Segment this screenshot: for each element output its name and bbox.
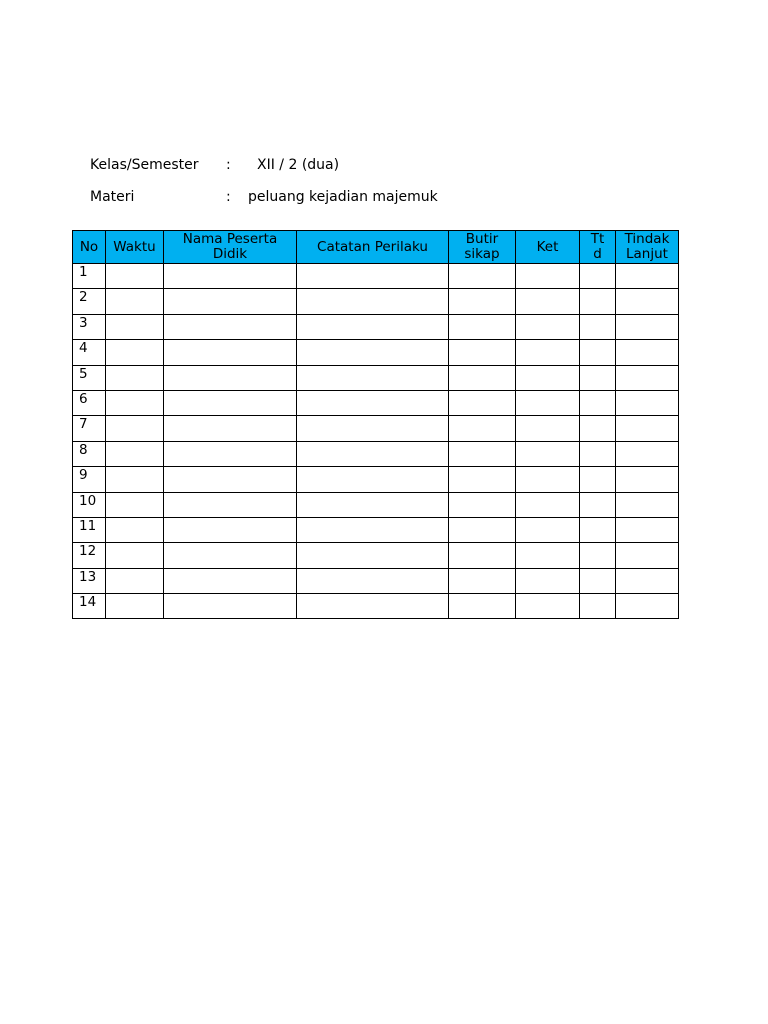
cell-ttd bbox=[580, 314, 616, 339]
materi-label: Materi bbox=[90, 189, 135, 205]
cell-catatan-perilaku bbox=[297, 289, 449, 314]
cell-catatan-perilaku bbox=[297, 467, 449, 492]
cell-ttd bbox=[580, 340, 616, 365]
header-nama-peserta-didik: Nama Peserta Didik bbox=[164, 231, 297, 264]
cell-catatan-perilaku bbox=[297, 543, 449, 568]
cell-ket bbox=[516, 416, 580, 441]
header-waktu: Waktu bbox=[106, 231, 164, 264]
cell-ttd bbox=[580, 264, 616, 289]
cell-waktu bbox=[106, 594, 164, 619]
cell-waktu bbox=[106, 416, 164, 441]
cell-waktu bbox=[106, 517, 164, 542]
cell-tindak-lanjut bbox=[616, 264, 679, 289]
cell-nama-peserta-didik bbox=[164, 416, 297, 441]
cell-catatan-perilaku bbox=[297, 568, 449, 593]
row-number-cell: 11 bbox=[73, 517, 106, 542]
cell-catatan-perilaku bbox=[297, 492, 449, 517]
cell-catatan-perilaku bbox=[297, 314, 449, 339]
cell-nama-peserta-didik bbox=[164, 543, 297, 568]
cell-ket bbox=[516, 568, 580, 593]
cell-catatan-perilaku bbox=[297, 264, 449, 289]
row-number-cell: 14 bbox=[73, 594, 106, 619]
materi-colon: : bbox=[226, 189, 231, 205]
cell-ttd bbox=[580, 568, 616, 593]
table-row bbox=[73, 543, 679, 568]
cell-tindak-lanjut bbox=[616, 441, 679, 466]
kelas-semester-value: XII / 2 (dua) bbox=[257, 157, 340, 173]
cell-butir-sikap bbox=[449, 340, 516, 365]
table-row bbox=[73, 365, 679, 390]
header-butir-sikap: Butir sikap bbox=[449, 231, 516, 264]
row-number-cell: 1 bbox=[73, 264, 106, 289]
row-number-cell: 9 bbox=[73, 467, 106, 492]
cell-butir-sikap bbox=[449, 517, 516, 542]
cell-butir-sikap bbox=[449, 264, 516, 289]
table-row bbox=[73, 390, 679, 415]
cell-ket bbox=[516, 594, 580, 619]
cell-ket bbox=[516, 390, 580, 415]
cell-butir-sikap bbox=[449, 365, 516, 390]
table-row bbox=[73, 264, 679, 289]
cell-tindak-lanjut bbox=[616, 340, 679, 365]
cell-butir-sikap bbox=[449, 416, 516, 441]
cell-tindak-lanjut bbox=[616, 543, 679, 568]
header-no: No bbox=[73, 231, 106, 264]
table-row bbox=[73, 517, 679, 542]
header-tindak-lanjut: Tindak Lanjut bbox=[616, 231, 679, 264]
table-row bbox=[73, 568, 679, 593]
cell-butir-sikap bbox=[449, 594, 516, 619]
row-number-cell: 10 bbox=[73, 492, 106, 517]
cell-ket bbox=[516, 365, 580, 390]
cell-butir-sikap bbox=[449, 543, 516, 568]
cell-ttd bbox=[580, 543, 616, 568]
cell-nama-peserta-didik bbox=[164, 289, 297, 314]
cell-waktu bbox=[106, 289, 164, 314]
cell-nama-peserta-didik bbox=[164, 340, 297, 365]
cell-nama-peserta-didik bbox=[164, 314, 297, 339]
cell-tindak-lanjut bbox=[616, 390, 679, 415]
cell-ket bbox=[516, 340, 580, 365]
row-number-cell: 7 bbox=[73, 416, 106, 441]
cell-ttd bbox=[580, 441, 616, 466]
cell-catatan-perilaku bbox=[297, 517, 449, 542]
cell-butir-sikap bbox=[449, 390, 516, 415]
observation-table bbox=[72, 230, 679, 619]
cell-waktu bbox=[106, 264, 164, 289]
cell-butir-sikap bbox=[449, 492, 516, 517]
cell-ttd bbox=[580, 289, 616, 314]
cell-nama-peserta-didik bbox=[164, 594, 297, 619]
materi-value: peluang kejadian majemuk bbox=[248, 189, 438, 205]
cell-nama-peserta-didik bbox=[164, 492, 297, 517]
cell-waktu bbox=[106, 492, 164, 517]
header-ttd: Tt d bbox=[580, 231, 616, 264]
cell-catatan-perilaku bbox=[297, 390, 449, 415]
table-body bbox=[73, 264, 679, 619]
cell-ttd bbox=[580, 467, 616, 492]
table-row bbox=[73, 340, 679, 365]
cell-nama-peserta-didik bbox=[164, 264, 297, 289]
cell-butir-sikap bbox=[449, 441, 516, 466]
table-header-row bbox=[73, 231, 679, 264]
cell-ttd bbox=[580, 365, 616, 390]
cell-ket bbox=[516, 441, 580, 466]
header-ket: Ket bbox=[516, 231, 580, 264]
row-number-cell: 4 bbox=[73, 340, 106, 365]
header-catatan-perilaku: Catatan Perilaku bbox=[297, 231, 449, 264]
cell-nama-peserta-didik bbox=[164, 467, 297, 492]
cell-tindak-lanjut bbox=[616, 314, 679, 339]
table-row bbox=[73, 441, 679, 466]
cell-tindak-lanjut bbox=[616, 492, 679, 517]
cell-waktu bbox=[106, 340, 164, 365]
cell-nama-peserta-didik bbox=[164, 517, 297, 542]
cell-waktu bbox=[106, 568, 164, 593]
cell-ttd bbox=[580, 594, 616, 619]
row-number-cell: 6 bbox=[73, 390, 106, 415]
cell-nama-peserta-didik bbox=[164, 365, 297, 390]
table-row bbox=[73, 314, 679, 339]
cell-waktu bbox=[106, 543, 164, 568]
cell-butir-sikap bbox=[449, 467, 516, 492]
table-row bbox=[73, 289, 679, 314]
cell-catatan-perilaku bbox=[297, 416, 449, 441]
cell-butir-sikap bbox=[449, 314, 516, 339]
cell-tindak-lanjut bbox=[616, 568, 679, 593]
table-row bbox=[73, 594, 679, 619]
cell-waktu bbox=[106, 441, 164, 466]
cell-ttd bbox=[580, 517, 616, 542]
cell-ket bbox=[516, 492, 580, 517]
row-number-cell: 13 bbox=[73, 568, 106, 593]
cell-nama-peserta-didik bbox=[164, 441, 297, 466]
row-number-cell: 2 bbox=[73, 289, 106, 314]
table-row bbox=[73, 492, 679, 517]
table-row bbox=[73, 467, 679, 492]
kelas-semester-label: Kelas/Semester bbox=[90, 157, 199, 173]
cell-ket bbox=[516, 467, 580, 492]
cell-nama-peserta-didik bbox=[164, 390, 297, 415]
row-number-cell: 12 bbox=[73, 543, 106, 568]
row-number-cell: 3 bbox=[73, 314, 106, 339]
cell-waktu bbox=[106, 390, 164, 415]
cell-ket bbox=[516, 314, 580, 339]
cell-waktu bbox=[106, 365, 164, 390]
cell-ket bbox=[516, 264, 580, 289]
cell-butir-sikap bbox=[449, 289, 516, 314]
cell-tindak-lanjut bbox=[616, 517, 679, 542]
cell-catatan-perilaku bbox=[297, 365, 449, 390]
cell-catatan-perilaku bbox=[297, 594, 449, 619]
cell-catatan-perilaku bbox=[297, 441, 449, 466]
cell-ttd bbox=[580, 492, 616, 517]
cell-tindak-lanjut bbox=[616, 416, 679, 441]
row-number-cell: 8 bbox=[73, 441, 106, 466]
cell-waktu bbox=[106, 314, 164, 339]
cell-butir-sikap bbox=[449, 568, 516, 593]
kelas-semester-colon: : bbox=[226, 157, 231, 173]
cell-ttd bbox=[580, 390, 616, 415]
cell-nama-peserta-didik bbox=[164, 568, 297, 593]
cell-tindak-lanjut bbox=[616, 467, 679, 492]
cell-ttd bbox=[580, 416, 616, 441]
cell-waktu bbox=[106, 467, 164, 492]
cell-tindak-lanjut bbox=[616, 365, 679, 390]
cell-ket bbox=[516, 517, 580, 542]
cell-catatan-perilaku bbox=[297, 340, 449, 365]
cell-tindak-lanjut bbox=[616, 289, 679, 314]
cell-ket bbox=[516, 543, 580, 568]
cell-ket bbox=[516, 289, 580, 314]
cell-tindak-lanjut bbox=[616, 594, 679, 619]
row-number-cell: 5 bbox=[73, 365, 106, 390]
table-row bbox=[73, 416, 679, 441]
